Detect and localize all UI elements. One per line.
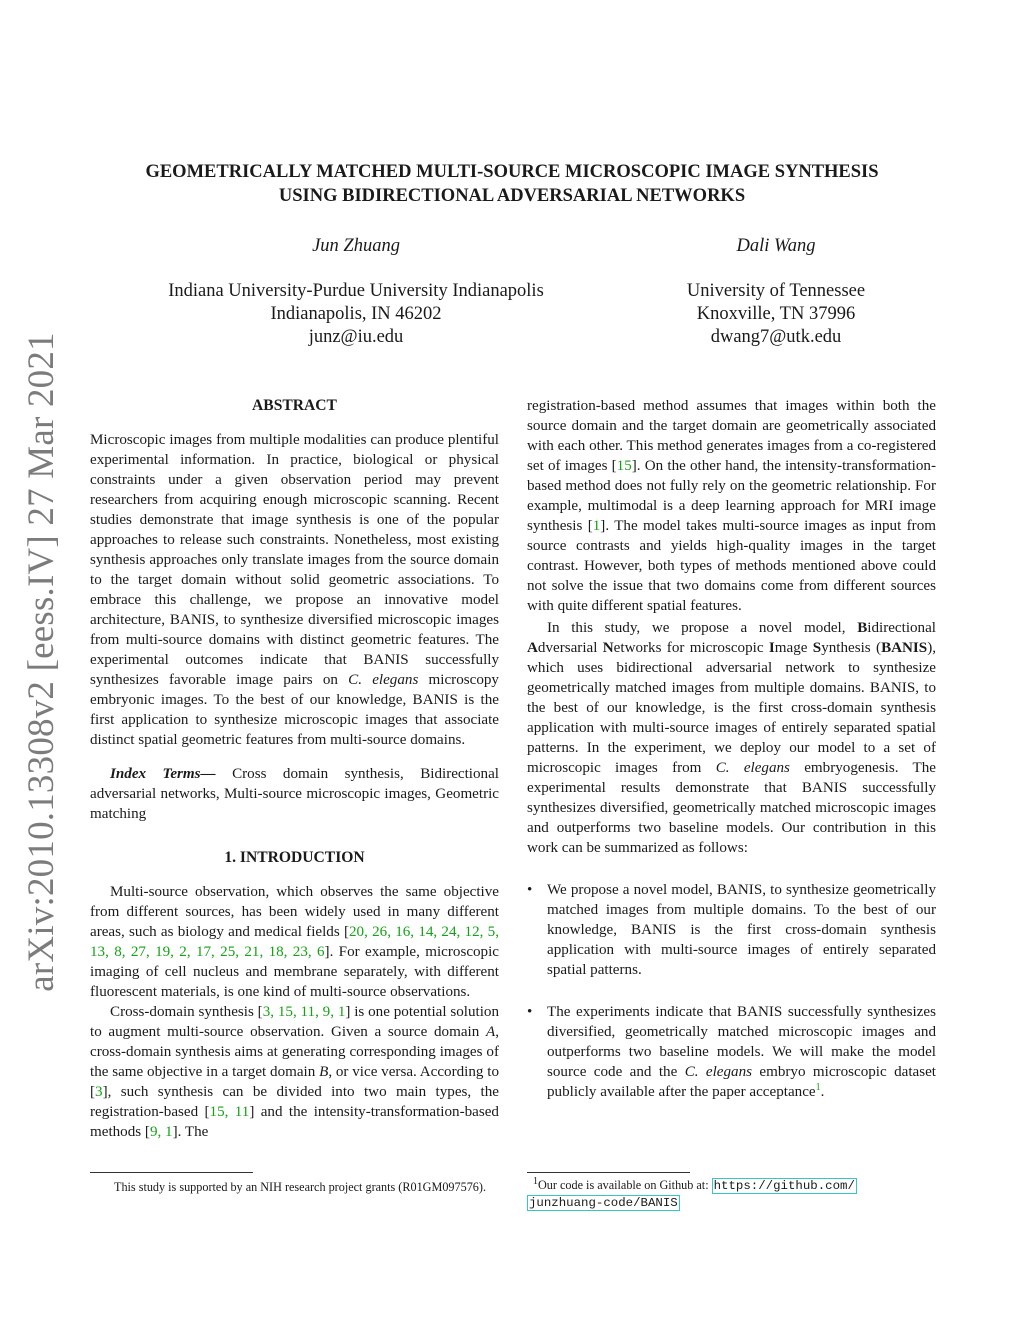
bullet-icon: • [527,1004,533,1020]
list-item: • The experiments indicate that BANIS successfully synthesizes diversified, geometrically matched microscopic images and outperforms two baseline models. We will make the model source code and the C. elegans embryo microscopic dataset publicly available after the paper acceptance$^1$. [527,1004,936,1100]
title-line-1: GEOMETRICALLY MATCHED MULTI-SOURCE MICROSCOPIC IMAGE SYNTHESIS [145,162,879,182]
citation-link[interactable]: 3, 15, 11, 9, 1 [262,1004,346,1020]
github-url-link[interactable]: https://github.com/ [713,1179,855,1193]
right-paragraph-2: In this study, we propose a novel model, Bidirectional Adversarial Networks for microscopic Image Synthesis (BANIS), which uses bidirectional adversarial network to synthesize geometrically matched images from multiple domains. BANIS, to the best of our knowledge, is the first cross-domain synthesis application with multi-source images of entirely separated spatial patterns. In the experiment, we deploy our model to a set of microscopic images from C. elegans embryogenesis. The experimental results demonstrate that BANIS successfully synthesizes diversified, geometrically matched microscopic images and outperforms two baseline models. Our contribution in this work can be summarized as follows: [527,620,937,856]
author-affiliation: Indiana University-Purdue University Indianapolis [168,281,544,301]
bullet-icon: • [527,882,533,898]
citation-link[interactable]: 9, 1 [149,1124,173,1140]
author-email: dwang7@utk.edu [710,327,842,347]
citation-link[interactable]: 15 [616,458,632,474]
github-url-link[interactable]: junzhuang-code/BANIS [529,1196,678,1210]
footnote-rule [90,1172,253,1173]
citation-link[interactable]: 20, 26, 16, 14, 24, 12, 5, 13, 8, 27, 19, 2, 17, 25, 21, 18, 23, 6 [90,924,499,960]
author-email: junz@iu.edu [308,327,404,347]
right-column [527,396,936,1124]
paper-title [60,160,964,208]
footnote-code: $^1$Our code is available on Github at: https://github.com/ junzhuang-code/BANIS [529,1175,855,1210]
footnote-marker[interactable]: 1 [815,1081,821,1093]
citation-link[interactable]: 1 [592,518,601,534]
author-location: Indianapolis, IN 46202 [270,304,442,324]
title-line-2: USING BIDIRECTIONAL ADVERSARIAL NETWORKS [278,186,746,206]
right-paragraph-1: registration-based method assumes that images within both the source domain and the target domain are geometrically associated with each other. This method generates images from a co-registered set of images [15]. On the other hand, the intensity-transformation-based method does not fully rely on the geometric relationship. For example, multimodal is a deep learning approach for MRI image synthesis [1]. The model takes multi-source images as input from source contrasts and yields high-quality images in the target contrast. However, both types of methods mentioned above could not solve the issue that two domains come from different sources with quite different spatial features. [527,398,936,614]
intro-paragraph-2: Cross-domain synthesis [3, 15, 11, 9, 1] is one potential solution to augment multi-source observation. Given a source domain A, cross-domain synthesis aims at generating corresponding images of the same objective in a target domain B, or vice versa. According to [3], such synthesis can be divided into two main types, the registration-based [15, 11] and the intensity-transformation-based methods [9, 1]. The [90,1004,499,1140]
author-affiliation: University of Tennessee [686,281,866,301]
author-block-1 [130,235,582,349]
left-column [90,396,499,1142]
intro-heading: 1. INTRODUCTION [224,849,365,866]
citation-link[interactable]: 15, 11 [209,1104,250,1120]
author-location: Knoxville, TN 37996 [696,304,856,324]
index-terms: Index Terms— Cross domain synthesis, Bidirectional adversarial networks, Multi-source microscopic images, Geometric matching [90,766,499,822]
footnote-rule [527,1172,690,1173]
contribution-list [527,880,936,1102]
abstract-heading: ABSTRACT [252,397,337,414]
author-name: Jun Zhuang [312,236,400,256]
index-terms-label: Index Terms— [110,766,216,782]
author-name: Dali Wang [736,236,816,256]
abstract-paragraph: Microscopic images from multiple modalities can produce plentiful experimental information. In practice, biological or physical constraints under a given observation period may prevent researchers from acquiring enough microscopic scanning. Recent studies demonstrate that image synthesis is one of the popular approaches to release such constraints. Nonetheless, most existing synthesis approaches only translate images from the source domain to the target domain without solid geometric associations. To embrace this challenge, we propose an innovative model architecture, BANIS, to synthesize diversified microscopic images from multi-source domains with distinct geometric features. The experimental outcomes indicate that BANIS successfully synthesizes favorable image pairs on C. elegans microscopy embryonic images. To the best of our knowledge, BANIS is the first application to synthesize microscopic images that associate distinct spatial geometric features from multi-source domains. [90,432,499,748]
intro-paragraph-1: Multi-source observation, which observes the same objective from different sources, has been widely used in many different areas, such as biology and medical fields [20, 26, 16, 14, 24, 12, 5, 13, 8, 27, 19, 2, 17, 25, 21, 18, 23, 6]. For example, microscopic imaging of cell nucleus and membrane separately, with different fluorescent materials, is one kind of multi-source observations. [90,884,500,1000]
author-block-2 [612,235,940,349]
citation-link[interactable]: 3 [95,1084,103,1100]
list-item: • We propose a novel model, BANIS, to synthesize geometrically matched images from multiple domains. To the best of our knowledge, BANIS is the first cross-domain synthesis application with multi-source images of entirely separated spatial patterns. [527,882,936,978]
arxiv-identifier: arXiv:2010.13308v2 [eess.IV] 27 Mar 2021 [21,332,62,992]
footnote-funding: This study is supported by an NIH research project grants (R01GM097576). [114,1180,486,1194]
